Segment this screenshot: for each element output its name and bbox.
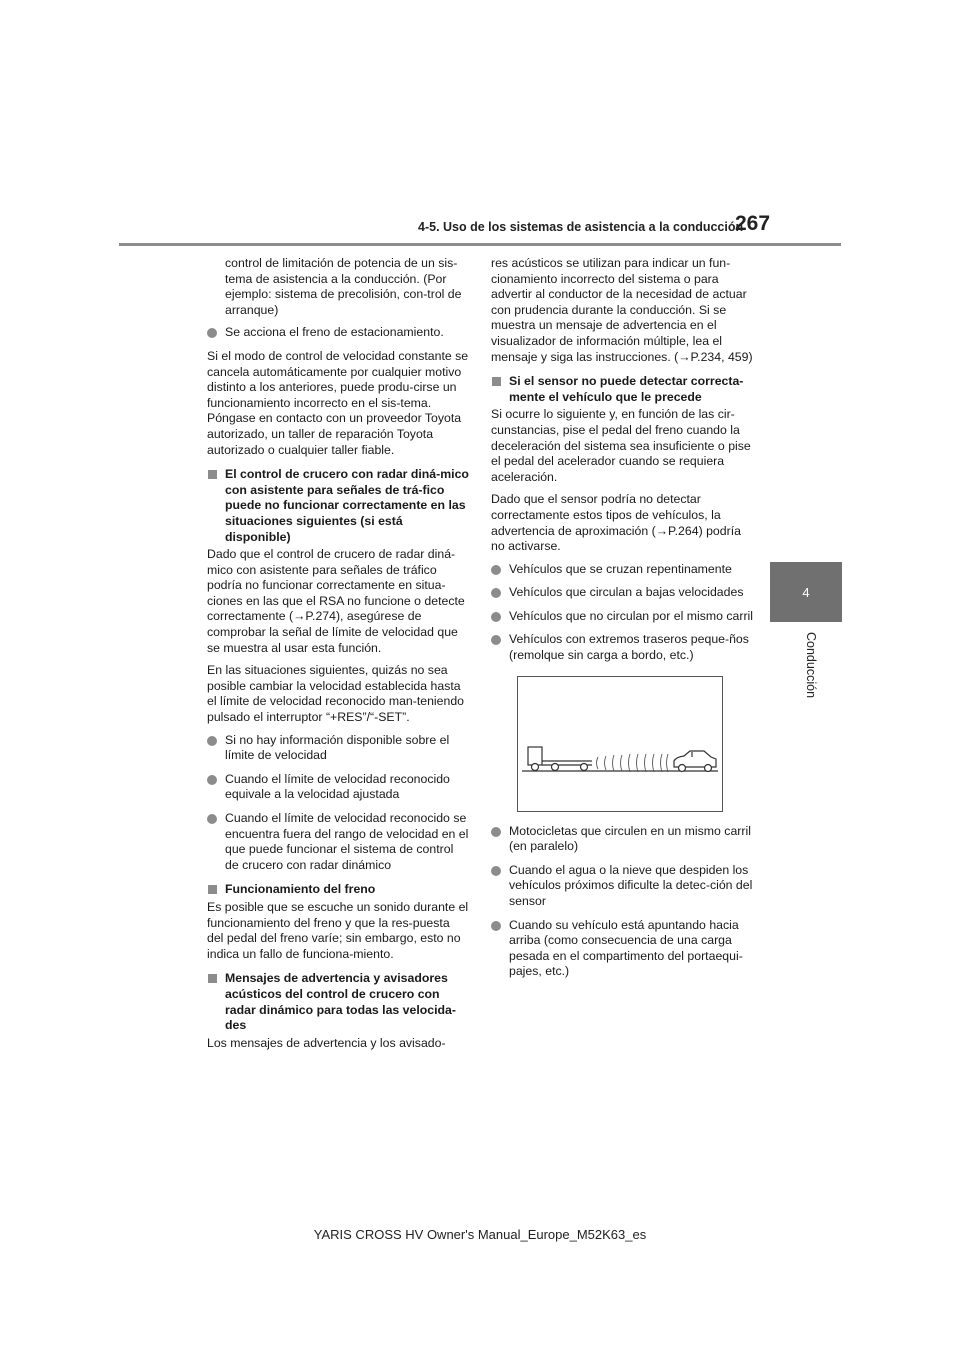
section-heading-text: El control de crucero con radar diná-mico con asistente para señales de trá-fico puede no funcionar correctamente en las situaciones siguientes (si está disponible)	[225, 467, 469, 544]
list-item	[207, 772, 469, 803]
list-item-text: Vehículos que se cruzan repentinamente	[509, 561, 732, 576]
bullet-icon	[491, 866, 501, 876]
list-item-text: Cuando el límite de velocidad reconocido se encuentra fuera del rango de velocidad en el que puede funcionar el sistema de control de crucero con radar dinámico	[225, 811, 469, 872]
chapter-label: Conducción	[804, 632, 818, 699]
section-heading	[207, 971, 469, 1033]
section-heading-text: Funcionamiento del freno	[225, 882, 376, 897]
list-item-text: Cuando el límite de velocidad reconocido equivale a la velocidad ajustada	[225, 771, 450, 802]
chapter-number: 4	[802, 584, 810, 600]
radar-wave-icon	[597, 754, 669, 772]
section-heading	[207, 882, 469, 898]
truck-icon	[528, 747, 592, 771]
square-icon	[492, 377, 501, 386]
bullet-icon	[491, 635, 501, 645]
continued-text: control de limitación de potencia de un sis-tema de asistencia a la conducción. (Por ejemplo: sistema de precolisión, con-trol de arranque)	[225, 256, 462, 317]
paragraph: Dado que el sensor podría no detectar correctamente estos tipos de vehículos, la advertencia de aproximación (→P.264) podría no activarse.	[491, 492, 741, 554]
footer-manual-id: YARIS CROSS HV Owner's Manual_Europe_M52K63_es	[313, 1227, 647, 1242]
bullet-icon	[491, 612, 501, 622]
section-heading-text: Mensajes de advertencia y avisadores acústicos del control de crucero con radar dinámico para todas las velocida-des	[225, 971, 456, 1033]
paragraph: Dado que el control de crucero de radar diná-mico con asistente para señales de tráfico podría no funcionar correctamente en situa-ciones en las que el RSA no funcione o detecte correctamente (→P.274), asegúrese de comprobar la señal de límite de velocidad que se muestra al usar esta función.	[207, 547, 465, 655]
list-item	[207, 733, 469, 764]
list-item	[207, 325, 469, 341]
section-heading	[207, 467, 469, 545]
section-heading	[491, 374, 757, 405]
bullet-icon	[207, 736, 217, 746]
page-number: 267	[735, 212, 771, 235]
paragraph: Si el modo de control de velocidad constante se cancela automáticamente por cualquier motivo distinto a los anteriores, puede produ-cirse un funcionamiento incorrecto en el sis-tema. Póngase en contacto con un proveedor Toyota autorizado, un taller de reparación Toyota autorizado o cualquier taller fiable.	[207, 348, 469, 457]
bullet-icon	[207, 328, 217, 338]
paragraph: Los mensajes de advertencia y los avisado-	[207, 1035, 446, 1050]
square-icon	[208, 974, 217, 983]
paragraph: Si ocurre lo siguiente y, en función de las cir-cunstancias, pise el pedal del freno cuando la deceleración del sistema sea insuficiente o pise el pedal del acelerador cuando se requiera aceleración.	[491, 407, 751, 484]
bullet-icon	[491, 588, 501, 598]
car-icon	[674, 751, 716, 772]
square-icon	[208, 885, 217, 894]
bullet-icon	[491, 921, 501, 931]
bullet-icon	[491, 827, 501, 837]
section-title: 4-5. Uso de los sistemas de asistencia a la conducción	[418, 220, 744, 234]
list-item	[491, 863, 757, 910]
section-heading-text: Si el sensor no puede detectar correcta-mente el vehículo que le precede	[509, 374, 744, 404]
bullet-icon	[207, 775, 217, 785]
list-item-text: Cuando el agua o la nieve que despiden los vehículos próximos dificulte la detec-ción del sensor	[509, 862, 753, 909]
header-rule	[119, 243, 841, 246]
paragraph: res acústicos se utilizan para indicar un fun-cionamiento incorrecto del sistema o para advertir al conductor de la necesidad de actuar con prudencia durante la conducción. Si se muestra un mensaje de advertencia en el visualizador de información múltiple, lea el mensaje y siga las instrucciones. (→P.234, 459)	[491, 256, 753, 364]
list-item	[207, 811, 469, 873]
chapter-tab[interactable]	[770, 562, 842, 622]
paragraph: En las situaciones siguientes, quizás no sea posible cambiar la velocidad establecida hasta el límite de velocidad reconocido man-teniendo pulsado el interruptor “+RES”/“-SET”.	[207, 663, 465, 725]
list-item-text: Motocicletas que circulen en un mismo carril (en paralelo)	[509, 823, 751, 854]
trailer-detection-figure	[517, 676, 723, 812]
list-item-text: Se acciona el freno de estacionamiento.	[225, 325, 444, 340]
list-item	[491, 918, 757, 980]
left-column	[207, 256, 469, 1058]
list-item	[491, 824, 757, 855]
list-item-text: Vehículos que no circulan por el mismo carril	[509, 608, 753, 623]
list-item	[491, 562, 757, 578]
right-column	[491, 256, 757, 988]
list-item-text: Si no hay información disponible sobre el límite de velocidad	[225, 732, 450, 763]
square-icon	[208, 470, 217, 479]
trailer-detection-illustration	[518, 677, 722, 811]
list-item	[491, 632, 757, 663]
bullet-icon	[207, 814, 217, 824]
bullet-icon	[491, 565, 501, 575]
list-item-text: Vehículos con extremos traseros peque-ños (remolque sin carga a bordo, etc.)	[509, 632, 749, 663]
list-item	[491, 609, 757, 625]
list-item	[491, 585, 757, 601]
list-item-text: Cuando su vehículo está apuntando hacia arriba (como consecuencia de una carga pesada en el compartimento del portaequi-pajes, etc.)	[509, 917, 743, 979]
paragraph: Es posible que se escuche un sonido durante el funcionamiento del freno y que la res-puesta del pedal del freno varíe; sin embargo, esto no indica un fallo de funciona-miento.	[207, 899, 469, 961]
list-item-text: Vehículos que circulan a bajas velocidades	[509, 585, 744, 600]
